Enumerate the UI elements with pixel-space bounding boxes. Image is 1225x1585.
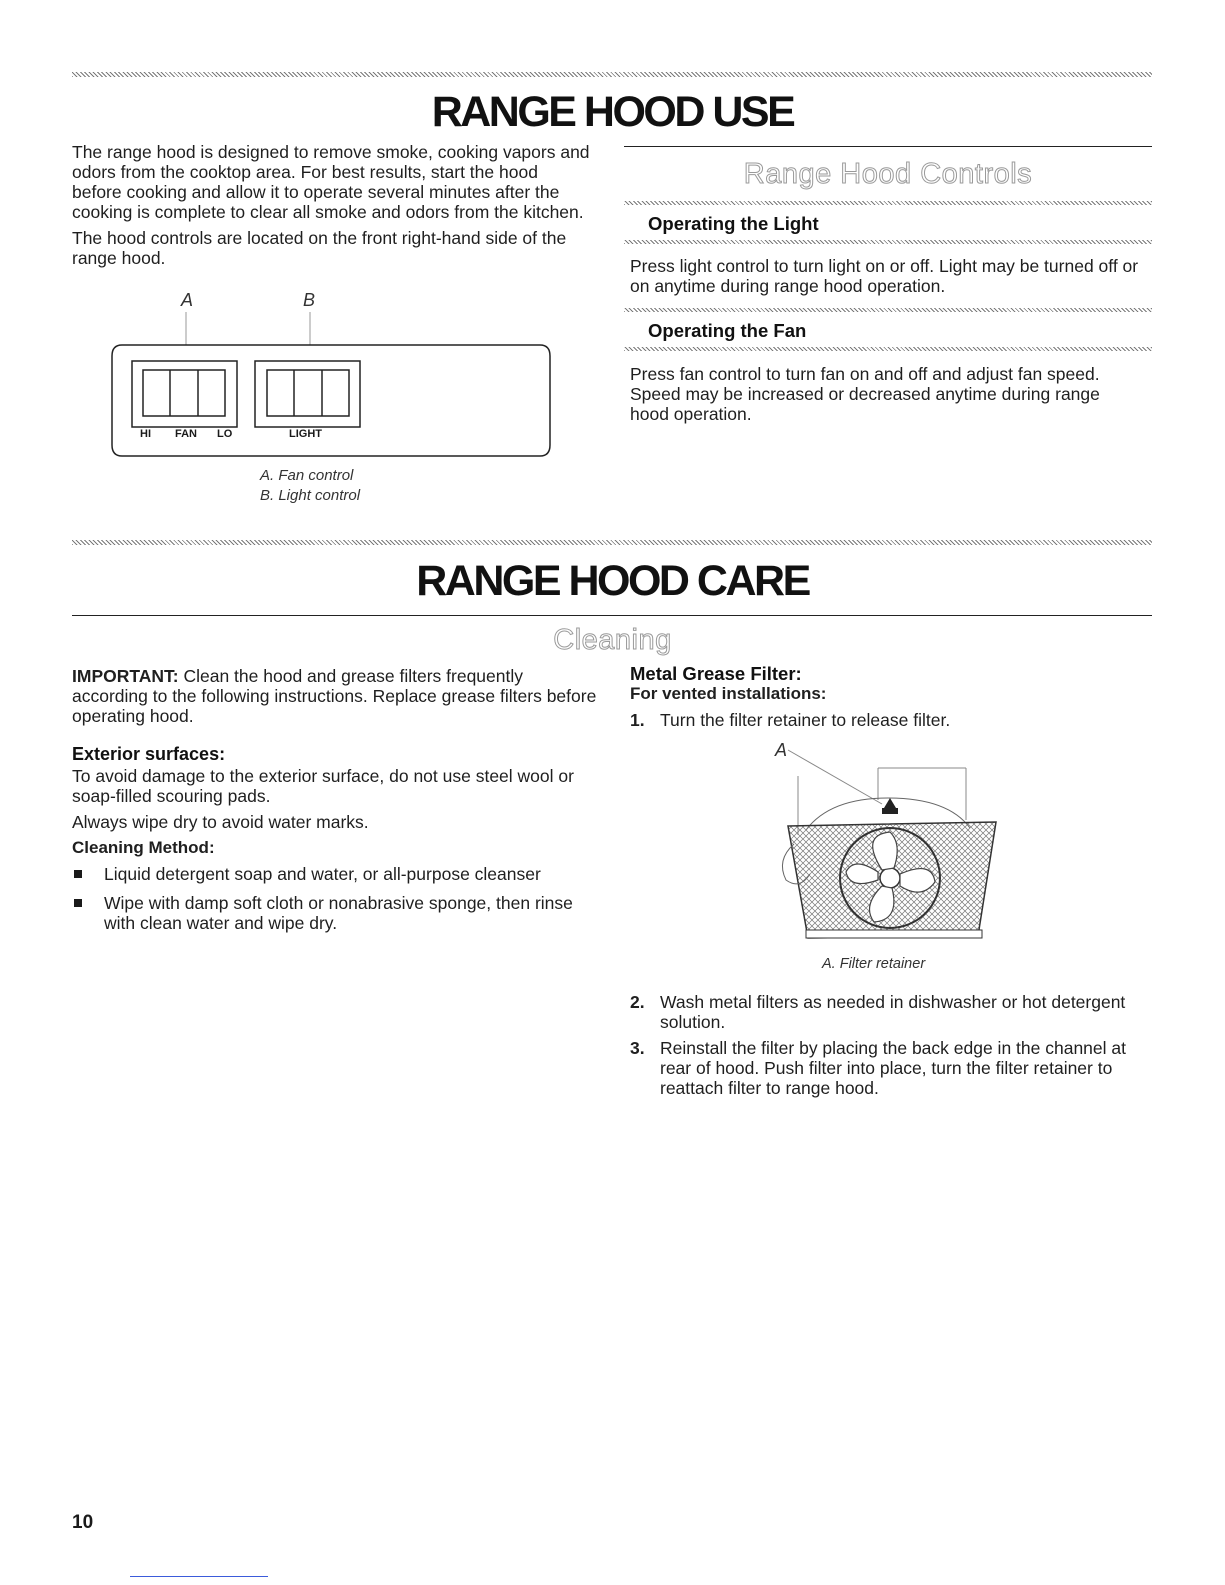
intro-paragraph-2: The hood controls are located on the front right-hand side of the range hood. [72,228,567,268]
panel-label-lo: LO [217,428,233,440]
filter-label-a: A [775,740,788,760]
method-item-text: Liquid detergent soap and water, or all-purpose cleanser [104,864,541,884]
use-intro [72,142,592,274]
cleaning-title: Cleaning [553,624,672,656]
label-a: A [181,290,194,310]
important-label: IMPORTANT: [72,666,179,686]
operating-light-heading: Operating the Light [648,213,819,234]
range-hood-use-title: RANGE HOOD USE [431,88,794,136]
care-hatch-rule [72,540,1152,545]
filter-figure [770,740,1010,972]
exterior-text-2: Always wipe dry to avoid water marks. [72,812,369,832]
exterior-text: To avoid damage to the exterior surface, do not use steel wool or soap-filled scouring pads. [72,766,574,806]
intro-paragraph-1: The range hood is designed to remove smoke, cooking vapors and odors from the cooktop area. For best results, start the hood before cooking and allow it to operate several minutes after the cooking is complete to clear all smoke and odors from the kitchen. [72,142,590,222]
care-left-column [72,666,597,942]
step-3 [630,1038,1152,1098]
caption-fan-control: A. Fan control [260,467,354,484]
operating-light-text: Press light control to turn light on or off. Light may be turned off or on anytime during range hood operation. [630,256,1139,296]
care-right-column [630,664,1152,736]
step-2 [630,992,1152,1032]
range-hood-controls-title: Range Hood Controls [743,158,1033,190]
range-hood-care-title: RANGE HOOD CARE [416,557,809,605]
bullet-square-icon [74,870,82,878]
panel-label-hi: HI [140,428,151,440]
method-item-text: Wipe with damp soft cloth or nonabrasive sponge, then rinse with clean water and wipe dry. [104,893,573,933]
vented-installations-heading: For vented installations: [630,684,827,703]
method-item [72,893,597,933]
step-1 [630,710,1152,730]
step-number: 1. [630,710,645,730]
controls-hatch-rule [624,201,1152,205]
operating-fan-text: Press fan control to turn fan on and off and adjust fan speed. Speed may be increased or decreased anytime during range hood operation. [630,364,1100,424]
use-figure-caption [260,466,360,506]
fan-hatch-rule-top [624,308,1152,312]
step-number: 2. [630,992,645,1012]
bottom-link-line [130,1576,268,1577]
page-number: 10 [72,1512,94,1533]
care-rule [72,615,1152,616]
exterior-heading: Exterior surfaces: [72,744,226,764]
operating-fan-heading: Operating the Fan [648,320,807,341]
step-text: Wash metal filters as needed in dishwasher or hot detergent solution. [660,992,1126,1032]
fan-hatch-rule-bottom [624,347,1152,351]
cleaning-method-heading: Cleaning Method: [72,838,215,857]
top-hatch-rule [72,72,1152,77]
light-hatch-rule [624,240,1152,244]
step-text: Turn the filter retainer to release filter. [660,710,951,730]
care-steps-2-3 [630,992,1152,1104]
step-number: 3. [630,1038,645,1058]
panel-label-light: LIGHT [289,428,322,440]
filter-retainer-caption: A. Filter retainer [822,956,926,972]
panel-label-fan: FAN [175,428,197,440]
control-panel-figure [110,290,560,510]
label-b: B [303,290,316,310]
method-item [72,864,597,884]
important-text: Clean the hood and grease filters frequently according to the following instructions. Replace grease filters before operating hood. [72,666,597,726]
bullet-square-icon [74,899,82,907]
important-paragraph [72,666,597,726]
controls-top-rule [624,146,1152,147]
step-text: Reinstall the filter by placing the back edge in the channel at rear of hood. Push filter into place, turn the filter retainer to reattach filter to range hood. [660,1038,1126,1098]
filter-drawing [770,740,1010,950]
metal-grease-filter-heading: Metal Grease Filter: [630,663,802,684]
caption-light-control: B. Light control [260,487,361,504]
